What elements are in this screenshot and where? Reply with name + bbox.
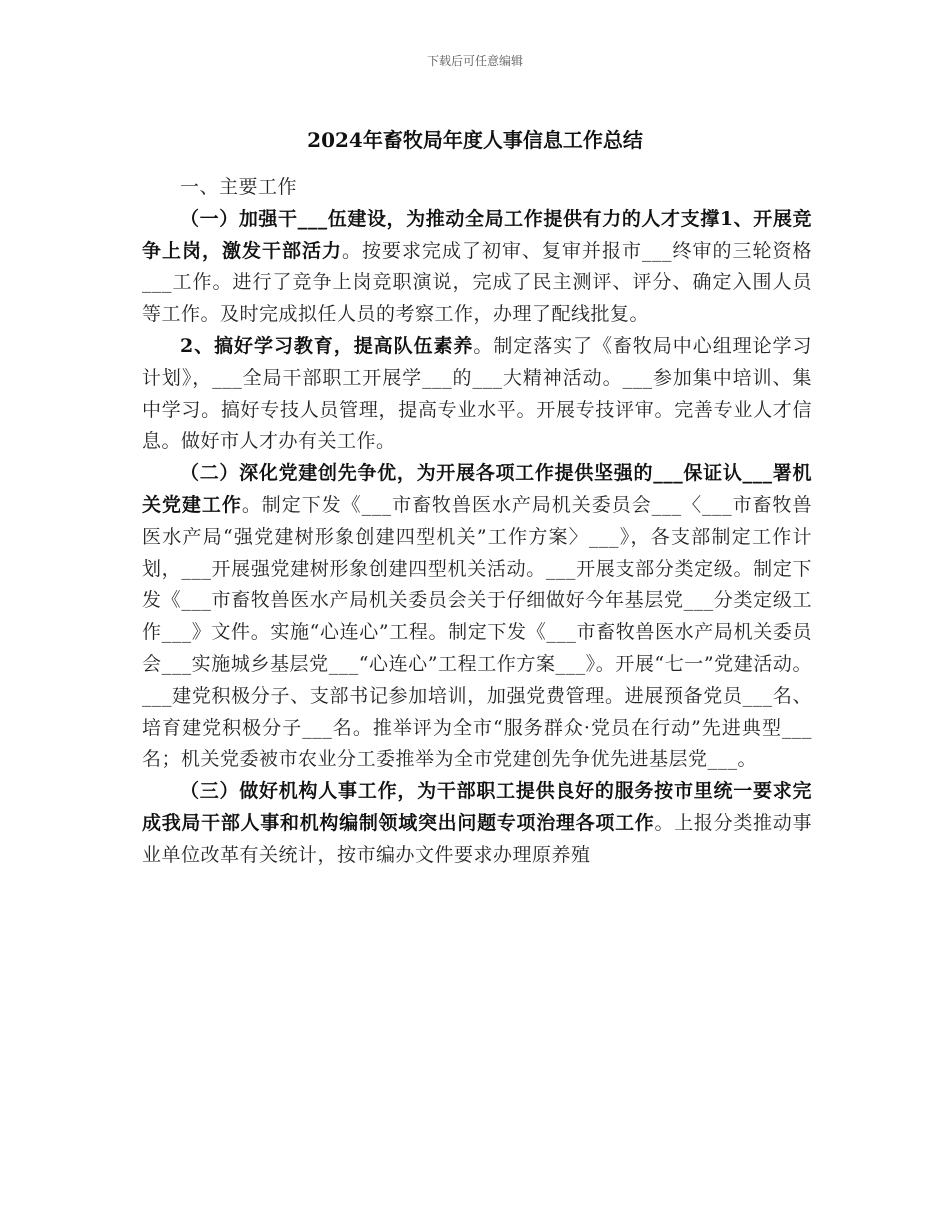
paragraph-2-heading: 2、搞好学习教育，提高队伍素养 bbox=[180, 334, 474, 357]
paragraph-1 bbox=[142, 204, 812, 331]
paragraph-3 bbox=[142, 458, 812, 776]
paragraph-2 bbox=[142, 331, 812, 458]
document-title: 2024年畜牧局年度人事信息工作总结 bbox=[307, 128, 643, 152]
paragraph-1-heading: （一）加强干___伍建设，为推动全局工作提供有力的人才支撑1、开展竞争上岗，激发干部活力 bbox=[142, 207, 812, 262]
header-note: 下载后可任意编辑 bbox=[426, 54, 523, 68]
section-heading bbox=[142, 172, 812, 204]
paragraph-4-text: 。上报分类推动事业单位改革有关统计，按市编办文件要求办理原养殖 bbox=[142, 811, 812, 866]
paragraph-4-heading: （三）做好机构人事工作，为干部职工提供良好的服务按市里统一要求完成我局干部人事和机构编制领域突出问题专项治理各项工作 bbox=[142, 780, 812, 834]
paragraph-4 bbox=[142, 776, 812, 871]
paragraph-2-text: 。制定落实了《畜牧局中心组理论学习计划》，___全局干部职工开展学___的___大精神活动。___参加集中培训、集中学习。搞好专技人员管理，提高专业水平。开展专技评审。完善专业人才信息。做好市人才办有关工作。 bbox=[142, 334, 812, 453]
document-body bbox=[142, 172, 812, 872]
paragraph-1-text: 。按要求完成了初审、复审并报市___终审的三轮资格___工作。进行了竞争上岗竞职演说，完成了民主测评、评分、确定入围人员等工作。及时完成拟任人员的考察工作，办理了配线批复。 bbox=[142, 239, 812, 326]
section-heading-text: 一、主要工作 bbox=[180, 176, 298, 198]
paragraph-3-text: 。制定下发《___市畜牧兽医水产局机关委员会___〈___市畜牧兽医水产局“强党建树形象创建四型机关”工作方案〉___》，各支部制定工作计划，___开展强党建树形象创建四型机关活动。___开展支部分类定级。制定下发《___市畜牧兽医水产局机关委员会关于仔细做好今年基层党___分类定级工作___》文件。实施“心连心”工程。制定下发《___市畜牧兽医水产局机关委员会___实施城乡基层党___“心连心”工程工作方案___》。开展“七一”党建活动。___建党积极分子、支部书记参加培训，加强党费管理。进展预备党员___名、培育建党积极分子___名。推举评为全市“服务群众·党员在行动”先进典型___名；机关党委被市农业分工委推举为全市党建创先争优先进基层党___。 bbox=[142, 493, 812, 771]
paragraph-3-heading: （二）深化党建创先争优，为开展各项工作提供坚强的___保证认___署机关党建工作 bbox=[142, 462, 812, 516]
